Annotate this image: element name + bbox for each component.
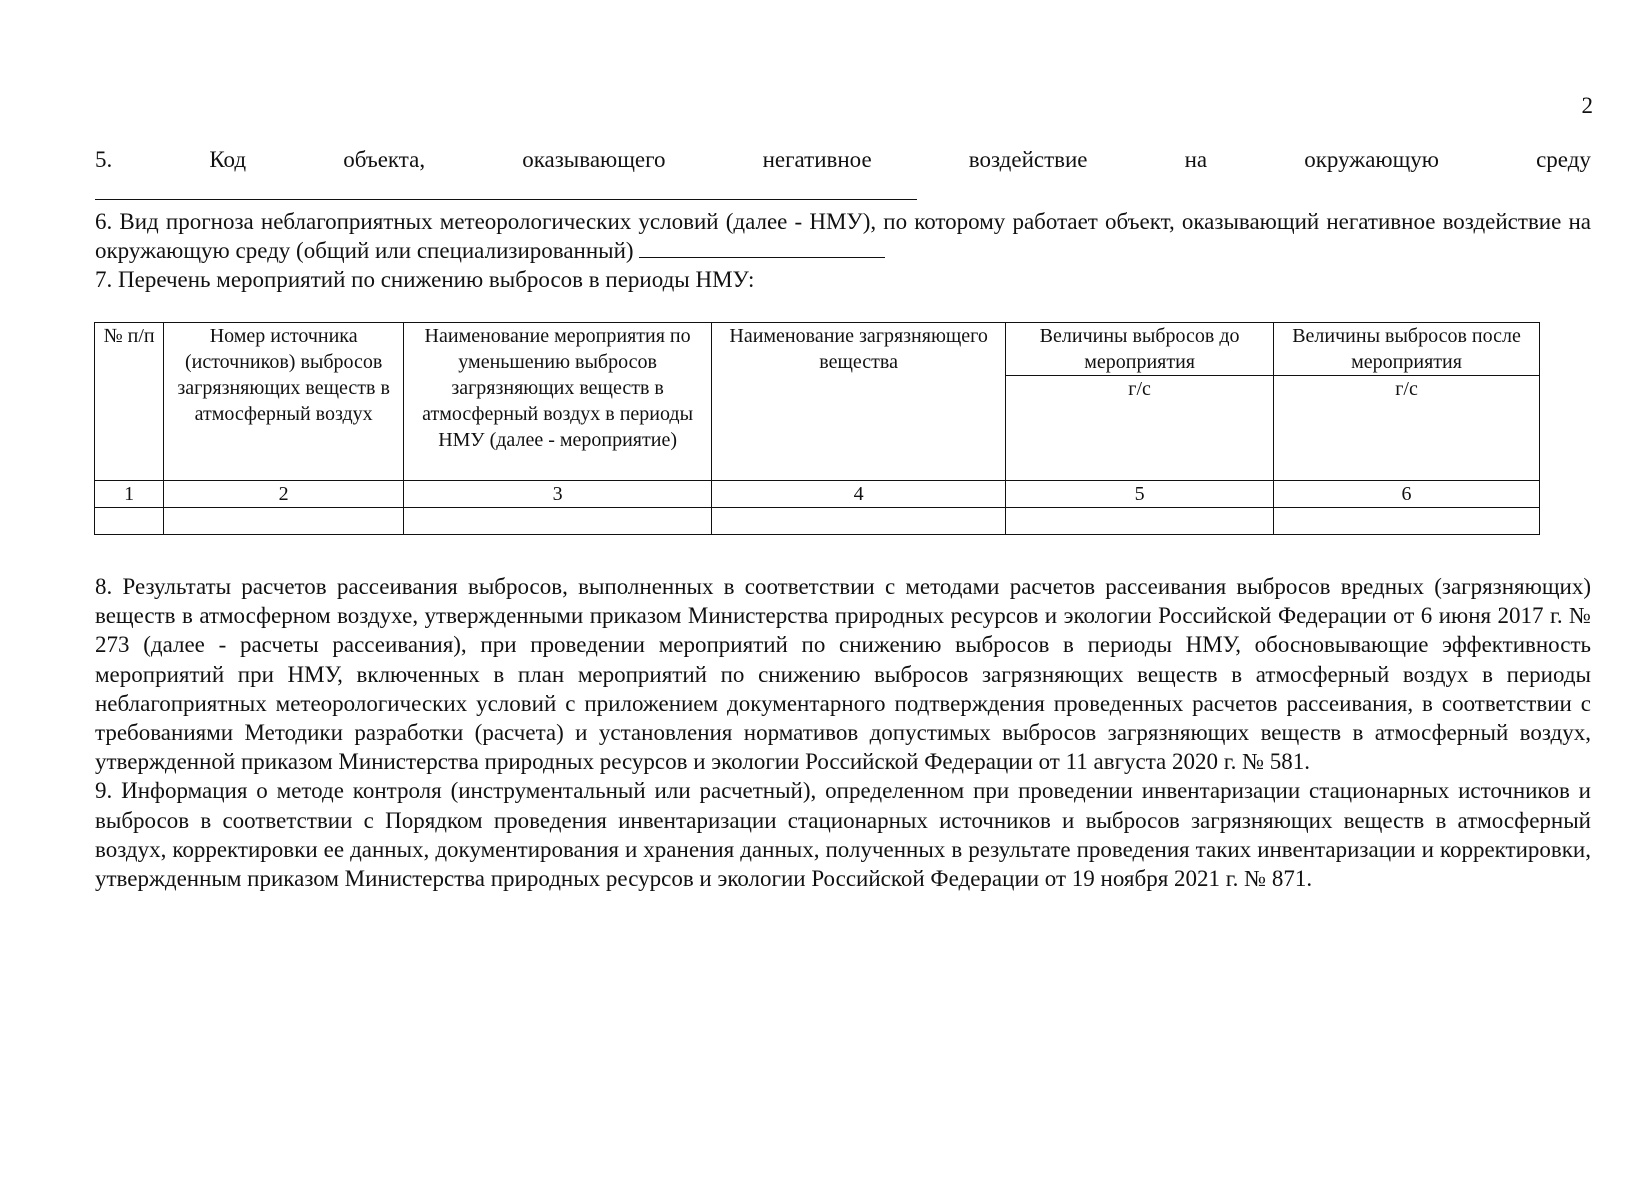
item-7-paragraph: 7. Перечень мероприятий по снижению выбросов в периоды НМУ:: [95, 267, 755, 292]
table-cell: [95, 508, 164, 535]
table-cell: [404, 508, 712, 535]
measures-table: [94, 322, 1540, 535]
column-number: 6: [1274, 481, 1540, 508]
items-8-9-block: [95, 572, 1591, 893]
column-number: 3: [404, 481, 712, 508]
item-5-word: негативное: [762, 147, 872, 172]
item-5-word: объекта,: [343, 147, 426, 172]
item-5-word: на: [1184, 147, 1208, 172]
item-5-word: 5.: [95, 147, 113, 172]
header-measure: Наименование мероприятия по уменьшению выбросов загрязняющих веществ в атмосферный воздух в периоды НМУ (далее - мероприятие): [404, 323, 712, 481]
item-6-text: 6. Вид прогноза неблагоприятных метеорологических условий (далее - НМУ), по которому работает объект, оказывающий негативное воздействие на окружающую среду (общий или специализированный): [95, 209, 1591, 263]
item-5-word: оказывающего: [522, 147, 666, 172]
item-6-blank-line: [639, 239, 885, 258]
item-9-paragraph: 9. Информация о методе контроля (инструментальный или расчетный), определенном при проведении инвентаризации стационарных источников и выбросов в соответствии с Порядком проведения инвентаризации стационарных источников и выбросов загрязняющих веществ в атмосферный воздух, корректировки ее данных, документирования и хранения данных, полученных в результате проведения таких инвентаризации и корректировки, утвержденным приказом Министерства природных ресурсов и экологии Российской Федерации от 19 ноября 2021 г. № 871.: [95, 778, 1591, 892]
item-5-line: [95, 146, 1591, 174]
table-cell: [164, 508, 404, 535]
item-5-word: среду: [1536, 147, 1591, 172]
column-number: 1: [95, 481, 164, 508]
page-number: 2: [1581, 93, 1593, 118]
header-emissions-before: Величины выбросов до мероприятия: [1006, 323, 1274, 376]
column-number: 5: [1006, 481, 1274, 508]
item-5-word: воздействие: [968, 147, 1088, 172]
column-number: 2: [164, 481, 404, 508]
header-source: Номер источника (источников) выбросов загрязняющих веществ в атмосферный воздух: [164, 323, 404, 481]
table-header-row: [95, 323, 1540, 376]
item-6-paragraph: [95, 207, 1591, 265]
table-cell: [712, 508, 1006, 535]
unit-before: г/с: [1006, 376, 1274, 481]
header-substance: Наименование загрязняющего вещества: [712, 323, 1006, 481]
item-5-word: окружающую: [1304, 147, 1439, 172]
header-emissions-after: Величины выбросов после мероприятия: [1274, 323, 1540, 376]
item-5-word: Код: [209, 147, 247, 172]
column-number: 4: [712, 481, 1006, 508]
table-cell: [1006, 508, 1274, 535]
unit-after: г/с: [1274, 376, 1540, 481]
item-5-blank-line: [95, 199, 917, 200]
table-cell: [1274, 508, 1540, 535]
item-8-paragraph: 8. Результаты расчетов рассеивания выбросов, выполненных в соответствии с методами расчетов рассеивания выбросов вредных (загрязняющих) веществ в атмосферном воздухе, утвержденными приказом Министерства природных ресурсов и экологии Российской Федерации от 6 июня 2017 г. № 273 (далее - расчеты рассеивания), при проведении мероприятий по снижению выбросов в периоды НМУ, обосновывающие эффективность мероприятий при НМУ, включенных в план мероприятий по снижению выбросов загрязняющих веществ в атмосферный воздух в периоды неблагоприятных метеорологических условий с приложением документарного подтверждения проведенных расчетов рассеивания, в соответствии с требованиями Методики разработки (расчета) и установления нормативов допустимых выбросов загрязняющих веществ в атмосферный воздух, утвержденной приказом Министерства природных ресурсов и экологии Российской Федерации от 11 августа 2020 г. № 581.: [95, 574, 1591, 775]
header-number: № п/п: [95, 323, 164, 481]
table-row: [95, 508, 1540, 535]
table-row: [95, 481, 1540, 508]
